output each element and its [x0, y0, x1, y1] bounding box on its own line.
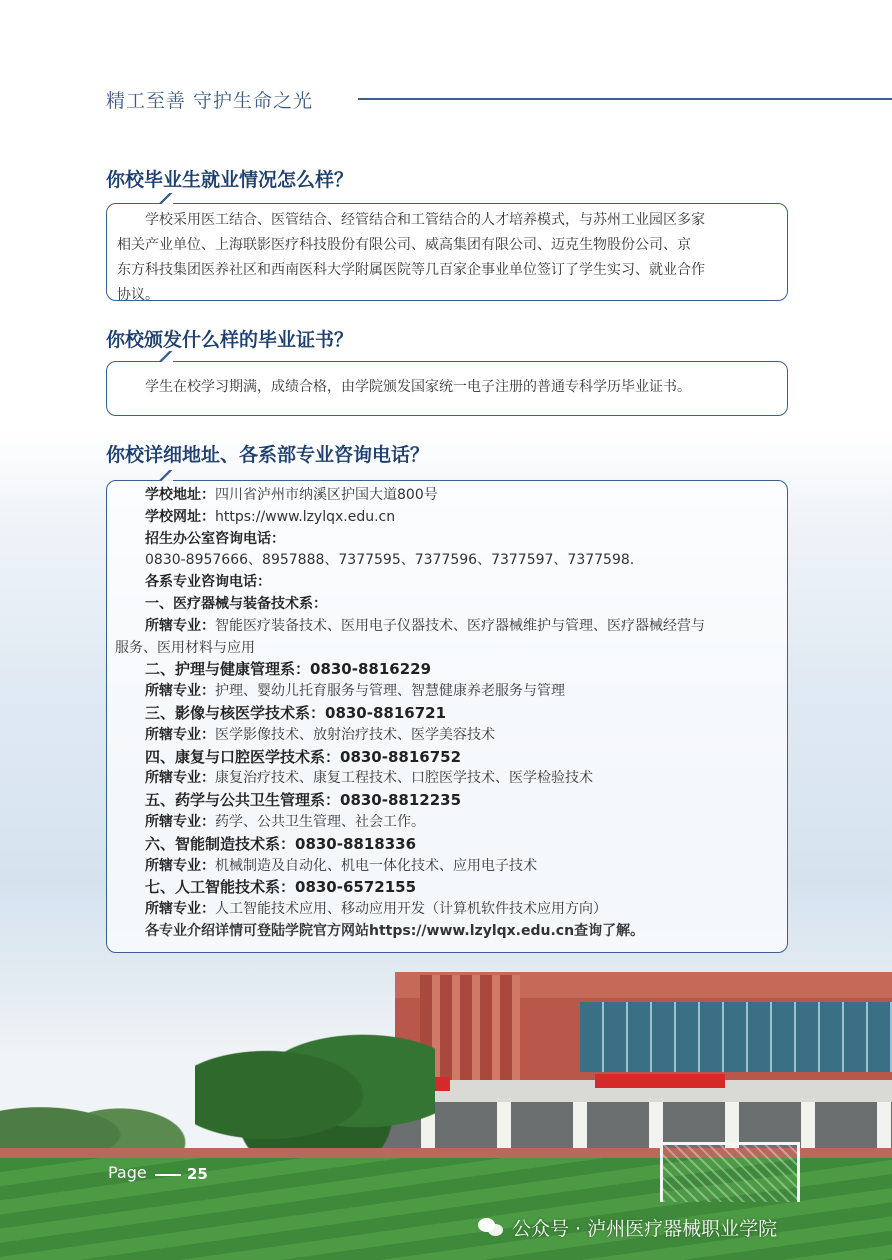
certificate-answer-box	[106, 361, 788, 416]
dept-6-name-row	[115, 834, 779, 856]
dept-1-name: 一、医疗器械与装备技术系：	[145, 595, 327, 612]
dept-1-majors-row	[115, 616, 779, 638]
dept-4-name-row	[115, 747, 779, 769]
dept-5-majors-label: 所辖专业：	[145, 813, 215, 830]
employment-line-1: 学校采用医工结合、医管结合、经管结合和工管结合的人才培养模式，与苏州工业园区多家	[145, 212, 705, 228]
red-banner-right	[595, 1074, 725, 1088]
dept-3-majors-label: 所辖专业：	[145, 726, 215, 743]
header-divider	[358, 98, 892, 100]
admission-label: 招生办公室咨询电话：	[145, 530, 285, 547]
building-fins	[420, 975, 520, 1080]
dept-2-name: 二、护理与健康管理系：0830-8816229	[145, 660, 432, 679]
dept-phones-label: 各系专业咨询电话：	[145, 574, 271, 591]
header-slogan: 精工至善 守护生命之光	[106, 90, 314, 112]
page-dash	[155, 1174, 181, 1176]
dept-4-name: 四、康复与口腔医学技术系：0830-8816752	[145, 747, 462, 766]
address-value: 四川省泸州市纳溪区护国大道800号	[215, 487, 438, 503]
dept-7-majors-label: 所辖专业：	[145, 901, 215, 918]
dept-4-majors: 康复治疗技术、康复工程技术、口腔医学技术、医学检验技术	[215, 770, 593, 787]
dept-1-majors-label: 所辖专业：	[145, 617, 215, 634]
dept-6-majors: 机械制造及自动化、机电一体化技术、应用电子技术	[215, 857, 537, 874]
wechat-icon	[478, 1218, 504, 1238]
dept-7-name: 七、人工智能技术系：0830-6572155	[145, 878, 417, 897]
employment-line-2: 相关产业单位、上海联影医疗科技股份有限公司、威高集团有限公司、迈克生物股份公司、京	[117, 237, 691, 253]
campus-photo	[0, 930, 892, 1260]
section-title-contacts: 你校详细地址、各系部专业咨询电话？	[106, 444, 430, 466]
dept-2-name-row	[115, 659, 779, 681]
dept-2-majors-label: 所辖专业：	[145, 683, 215, 700]
dept-2-majors-row	[115, 681, 779, 703]
foreground-trees	[195, 1018, 435, 1158]
employment-line-4: 协议。	[117, 287, 159, 303]
dept-6-majors-row	[115, 856, 779, 878]
building-glass-windows	[580, 1002, 892, 1072]
page-label: Page	[108, 1163, 147, 1182]
section-title-certificate: 你校颁发什么样的毕业证书？	[106, 329, 354, 351]
dept-3-majors-row	[115, 725, 779, 747]
website-link[interactable]: https://www.lzylqx.edu.cn	[215, 508, 396, 525]
address-label: 学校地址：	[145, 487, 215, 503]
page-number: 25	[187, 1165, 208, 1183]
address-row	[115, 485, 779, 507]
employment-answer-box	[106, 203, 788, 301]
dept-1-name-row	[115, 594, 779, 616]
dept-5-majors: 药学、公共卫生管理、社会工作。	[215, 813, 425, 830]
wechat-account-text: 公众号 · 泸州医疗器械职业学院	[512, 1218, 778, 1240]
soccer-goal	[660, 1142, 800, 1202]
dept-5-majors-row	[115, 812, 779, 834]
dept-7-name-row	[115, 877, 779, 899]
dept-5-name-row	[115, 790, 779, 812]
employment-line-3: 东方科技集团医养社区和西南医科大学附属医院等几百家企事业单位签订了学生实习、就业合作	[117, 262, 705, 278]
dept-phones-label-row	[115, 572, 779, 594]
dept-5-name: 五、药学与公共卫生管理系：0830-8812235	[145, 791, 462, 810]
admission-phones: 0830-8957666、8957888、7377595、7377596、7377597、7377598.	[145, 552, 635, 569]
dept-6-majors-label: 所辖专业：	[145, 857, 215, 874]
dept-4-majors-label: 所辖专业：	[145, 770, 215, 787]
dept-7-majors-row	[115, 899, 779, 921]
admission-label-row	[115, 529, 779, 551]
website-footer-note: 各专业介绍详情可登陆学院官方网站https://www.lzylqx.edu.cn查询了解。	[145, 922, 645, 939]
website-label: 学校网址：	[145, 508, 215, 525]
certificate-text: 学生在校学习期满，成绩合格，由学院颁发国家统一电子注册的普通专科学历毕业证书。	[145, 379, 691, 395]
wechat-watermark	[478, 1214, 777, 1241]
dept-1-majors-cont: 服务、医用材料与应用	[115, 639, 255, 656]
contacts-answer-box	[106, 480, 788, 953]
section-title-employment: 你校毕业生就业情况怎么样？	[106, 169, 354, 191]
dept-1-majors: 智能医疗装备技术、医用电子仪器技术、医疗器械维护与管理、医疗器械经营与	[215, 617, 705, 634]
dept-3-name-row	[115, 703, 779, 725]
dept-6-name: 六、智能制造技术系：0830-8818336	[145, 834, 417, 853]
dept-3-majors: 医学影像技术、放射治疗技术、医学美容技术	[215, 726, 495, 743]
dept-7-majors: 人工智能技术应用、移动应用开发（计算机软件技术应用方向）	[215, 901, 607, 918]
dept-4-majors-row	[115, 768, 779, 790]
background-trees	[0, 1080, 200, 1158]
website-row	[115, 507, 779, 529]
dept-2-majors: 护理、婴幼儿托育服务与管理、智慧健康养老服务与管理	[215, 683, 565, 700]
dept-3-name: 三、影像与核医学技术系：0830-8816721	[145, 703, 447, 722]
